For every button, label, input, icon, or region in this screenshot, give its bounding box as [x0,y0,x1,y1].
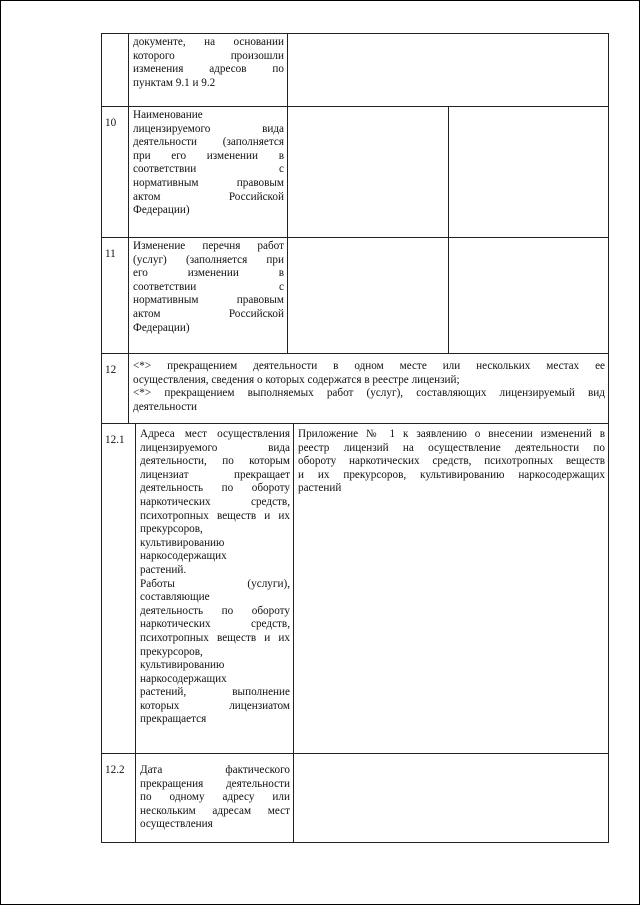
label-line: актом Российской [133,307,284,320]
label-line: наркотических средств, [140,618,290,631]
appendix-line: растений [298,482,342,495]
label-line: наркотических средств, [140,495,290,508]
appendix-line: реестр лицензий на осуществление деятельности по [298,441,605,454]
value-cell[interactable] [288,34,609,106]
label-line: лицензируемого вида [140,441,290,454]
row-description [129,354,609,423]
table-row-12 [102,354,609,424]
label-line: нормативным правовым [133,294,284,307]
appendix-line: и их прекурсоров, культивированию наркосодержащих [298,468,605,481]
label-line: его изменении в [133,267,284,280]
label-line: которых лицензиатом [140,699,290,712]
description-line: осуществления, сведения о которых содержатся в реестре лицензий; [133,373,460,386]
label-line: при его изменении в [133,149,284,162]
label-line: культивированию [140,659,225,672]
description-line: <*> прекращением деятельности в одном месте или нескольких местах ее [133,360,605,372]
table-row-12-2 [102,754,609,843]
row-number: 12.2 [102,754,136,842]
label-line: нормативным правовым [133,176,284,189]
row-number: 10 [102,107,129,237]
row-number: 12.1 [102,424,136,753]
label-line: прекращается [140,713,207,726]
label-line: которого произошли [133,49,284,62]
label-line: Наименование [133,109,203,121]
label-line: актом Российской [133,190,284,203]
table-row-10 [102,107,609,238]
label-line: лицензируемого вида [133,122,284,135]
description-line: <*> прекращением выполняемых работ (услуг), составляющих лицензируемый вид [133,387,605,400]
row-number: 12 [102,354,129,423]
label-line: документе, на основании [133,36,284,48]
label-line: прекурсоров, [140,645,203,658]
label-line: растений. [140,563,187,576]
label-line: культивированию [140,536,225,549]
description-line: деятельности [133,400,198,413]
row-label [136,754,294,842]
value-cell[interactable] [294,754,609,842]
value-cell-new[interactable] [449,238,609,353]
label-line: по одному адресу или [140,791,290,804]
label-line: деятельности (заполняется [133,136,284,149]
row-number: 11 [102,238,129,353]
label-line: Работы (услуги), [140,577,290,590]
label-line: Дата фактического [140,764,290,776]
row-number [102,34,129,106]
value-cell-old[interactable] [288,107,449,237]
label-line: Федерации) [133,321,190,334]
table-row-continuation [102,34,609,107]
appendix-line: обороту наркотических средств, психотропных веществ [298,455,605,468]
label-line: наркосодержащих [140,672,227,685]
appendix-reference [294,424,609,753]
row-label [129,107,288,237]
table-row-12-1 [102,424,609,754]
label-line: соответствии с [133,280,284,293]
row-label [129,238,288,353]
row-label [136,424,294,753]
label-line: (услуг) (заполняется при [133,253,284,266]
label-line: изменения адресов по [133,63,284,76]
label-line: нескольким адресам мест [140,804,290,817]
value-cell-old[interactable] [288,238,449,353]
label-line: психотропных веществ и их [140,631,290,644]
label-line: соответствии с [133,163,284,176]
label-line: деятельности, по которым [140,455,290,468]
label-line: растений, выполнение [140,686,290,699]
label-line: лицензиат прекращает [140,468,290,481]
label-line: Изменение перечня работ [133,240,284,252]
label-line: Адреса мест осуществления [140,428,290,440]
appendix-line: Приложение № 1 к заявлению о внесении изменений в [298,428,605,440]
label-line: деятельность по обороту [140,604,290,617]
label-line: составляющие [140,591,210,604]
changes-table [101,33,609,843]
label-line: осуществления [140,818,213,831]
label-line: психотропных веществ и их [140,509,290,522]
label-line: наркосодержащих [140,550,227,563]
value-cell-new[interactable] [449,107,609,237]
row-label [129,34,288,106]
label-line: прекурсоров, [140,523,203,536]
table-row-11 [102,238,609,354]
label-line: прекращения деятельности [140,777,290,790]
label-line: Федерации) [133,204,190,217]
label-line: деятельность по обороту [140,482,290,495]
label-line: пунктам 9.1 и 9.2 [133,76,216,89]
